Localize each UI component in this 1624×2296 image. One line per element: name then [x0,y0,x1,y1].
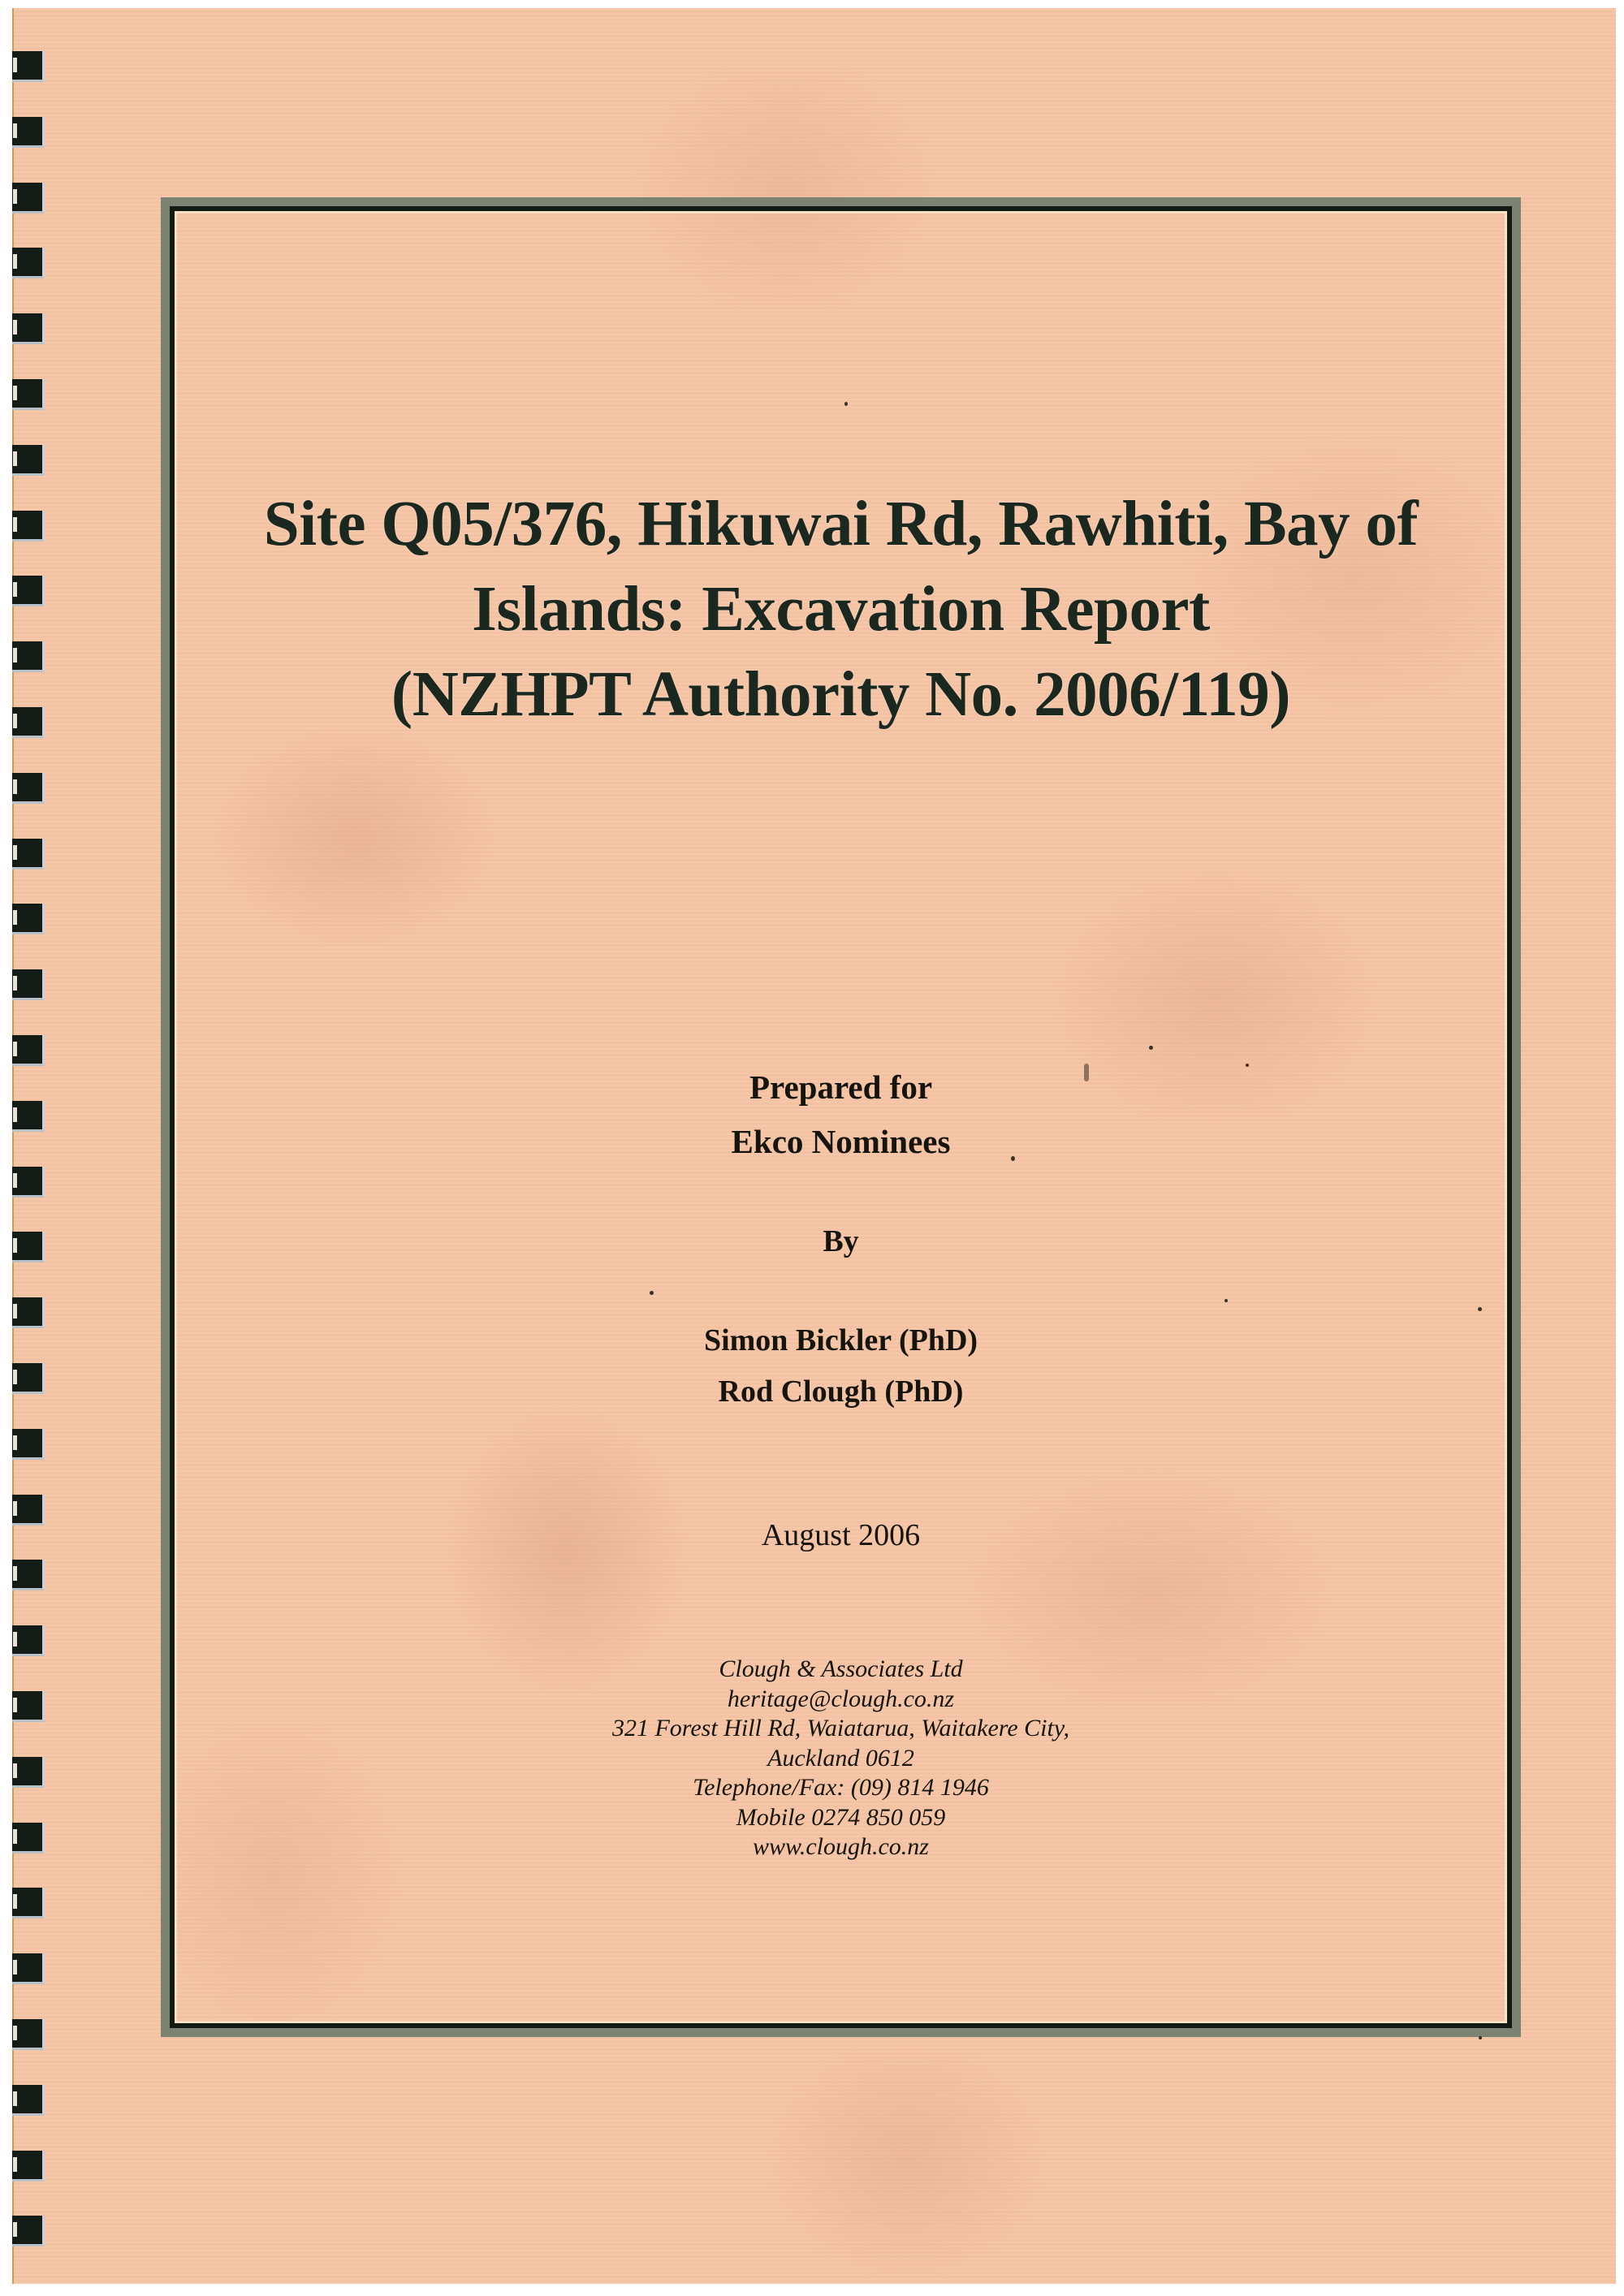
contact-email: heritage@clough.co.nz [727,1685,955,1712]
binding-hole [12,1888,45,1918]
contact-block [177,1655,1505,1862]
binding-hole [12,1232,45,1262]
binding-hole [12,511,45,542]
address-line-1: 321 Forest Hill Rd, Waiatarua, Waitakere City, [611,1715,1070,1741]
prepared-for-label: Prepared for [749,1068,933,1106]
scan-speck [1246,1064,1249,1067]
scan-speck [1084,1064,1089,1081]
binding-hole [12,1035,45,1066]
binding-hole [12,1953,45,1984]
scan-speck [1224,1299,1228,1302]
report-date: August 2006 [761,1518,921,1552]
binding-hole [12,1429,45,1460]
scan-speck [1011,1156,1015,1161]
scan-speck [1478,1307,1482,1311]
title-line-2: Islands: Excavation Report [472,574,1210,645]
binding-hole [12,379,45,410]
binding-hole [12,707,45,738]
by-label: By [823,1224,859,1258]
binding-hole [12,1625,45,1656]
spiral-binding [12,0,53,2296]
binding-hole [12,313,45,344]
prepared-for-block [177,1060,1505,1169]
binding-hole [12,248,45,278]
binding-hole [12,2085,45,2116]
binding-hole [12,641,45,672]
author-2: Rod Clough (PhD) [718,1375,964,1409]
binding-hole [12,1823,45,1854]
company-name: Clough & Associates Ltd [719,1655,963,1682]
scan-speck [844,402,848,406]
binding-hole [12,183,45,214]
report-title [177,481,1505,737]
title-line-3: (NZHPT Authority No. 2006/119) [391,659,1291,730]
authors-block [177,1315,1505,1418]
binding-hole [12,839,45,870]
binding-hole [12,969,45,1000]
binding-hole [12,1363,45,1394]
binding-hole [12,1297,45,1328]
scan-speck [650,1291,654,1295]
mobile-number: Mobile 0274 850 059 [736,1803,946,1831]
client-name: Ekco Nominees [731,1123,951,1160]
binding-hole [12,445,45,476]
binding-hole [12,2019,45,2050]
address-line-2: Auckland 0612 [767,1744,914,1772]
binding-hole [12,51,45,82]
binding-hole [12,2151,45,2182]
telephone-fax: Telephone/Fax: (09) 814 1946 [693,1774,989,1801]
binding-hole [12,576,45,606]
title-line-1: Site Q05/376, Hikuwai Rd, Rawhiti, Bay of [263,489,1419,559]
author-1: Simon Bickler (PhD) [703,1323,978,1357]
binding-hole [12,1167,45,1198]
binding-hole [12,1101,45,1132]
binding-hole [12,117,45,148]
website: www.clough.co.nz [753,1833,929,1860]
scan-speck [1479,2036,1482,2039]
binding-hole [12,1560,45,1590]
binding-hole [12,1691,45,1722]
binding-hole [12,1495,45,1526]
binding-hole [12,1757,45,1788]
binding-hole [12,904,45,934]
binding-hole [12,773,45,804]
scan-speck [1149,1046,1153,1050]
binding-hole [12,2216,45,2246]
